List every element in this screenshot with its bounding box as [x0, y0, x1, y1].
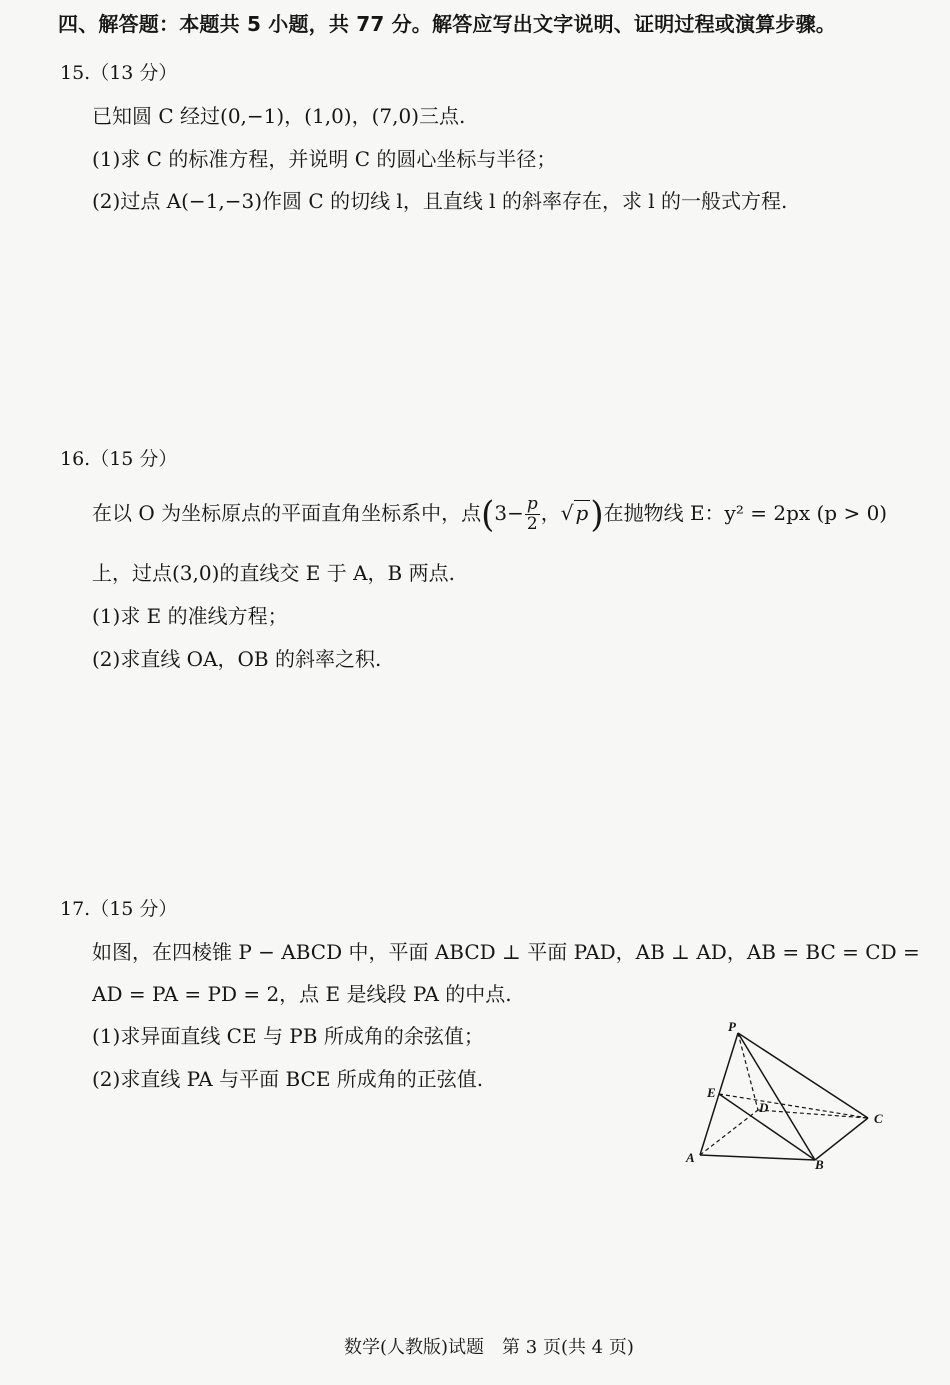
label-P: P: [728, 1019, 736, 1034]
label-D: D: [759, 1100, 769, 1115]
q16-part1: (1)求 E 的准线方程；: [92, 604, 288, 628]
fraction-denominator: 2: [526, 514, 538, 534]
q17-stem-line1: 如图，在四棱锥 P − ABCD 中，平面 ABCD ⊥ 平面 PAD，AB ⊥ AD，AB = BC = CD =: [92, 940, 920, 964]
edge-BC: [815, 1118, 868, 1160]
segment-EC-hidden: [719, 1094, 868, 1118]
q17-stem-line2: AD = PA = PD = 2，点 E 是线段 PA 的中点.: [92, 982, 512, 1006]
q15-number: 15.（13 分）: [60, 62, 178, 84]
label-E: E: [707, 1085, 716, 1100]
label-B: B: [815, 1157, 824, 1172]
q16-stem-b: 在抛物线 E：y² = 2px (p > 0): [603, 501, 888, 525]
q16-stem-line1: 在以 O 为坐标原点的平面直角坐标系中，点(3− $\frac{p}{2}$ ，√ p)在抛物线 E：y² = 2px (p > 0): [92, 493, 888, 536]
q17-part1: (1)求异面直线 CE 与 PB 所成角的余弦值；: [92, 1024, 484, 1048]
q17-part2: (2)求直线 PA 与平面 BCE 所成角的正弦值.: [92, 1067, 484, 1091]
page-footer: 数学(人教版)试题 第 3 页(共 4 页): [344, 1337, 634, 1358]
edge-AD-hidden: [700, 1110, 758, 1155]
edge-PB: [738, 1033, 815, 1160]
q15-stem: 已知圆 C 经过(0,−1)，(1,0)，(7,0)三点.: [92, 104, 466, 128]
sqrt-p: p: [575, 501, 589, 525]
fraction-p-over-2: [525, 496, 540, 533]
q15-part2: (2)过点 A(−1,−3)作圆 C 的切线 l，且直线 l 的斜率存在，求 l 的一般式方程.: [92, 189, 788, 213]
q16-number: 16.（15 分）: [60, 448, 178, 470]
edge-DC-hidden: [758, 1110, 868, 1118]
edge-AB: [700, 1155, 815, 1160]
q16-point-a: 3−: [494, 501, 524, 525]
q16-point-sep: ，: [540, 501, 561, 525]
q16-part2: (2)求直线 OA，OB 的斜率之积.: [92, 647, 382, 671]
label-C: C: [874, 1111, 883, 1126]
pyramid-figure: [680, 1015, 895, 1175]
q15-part1: (1)求 C 的标准方程，并说明 C 的圆心坐标与半径；: [92, 147, 557, 171]
section-header: 四、解答题：本题共 5 小题，共 77 分。解答应写出文字说明、证明过程或演算步骤。: [58, 12, 836, 36]
fraction-numerator: p: [526, 494, 538, 514]
q16-stem-line2: 上，过点(3,0)的直线交 E 于 A，B 两点.: [92, 561, 455, 585]
label-A: A: [686, 1150, 695, 1165]
q16-stem-a: 在以 O 为坐标原点的平面直角坐标系中，点: [92, 501, 482, 525]
edge-PC: [738, 1033, 868, 1118]
q17-number: 17.（15 分）: [60, 898, 178, 920]
